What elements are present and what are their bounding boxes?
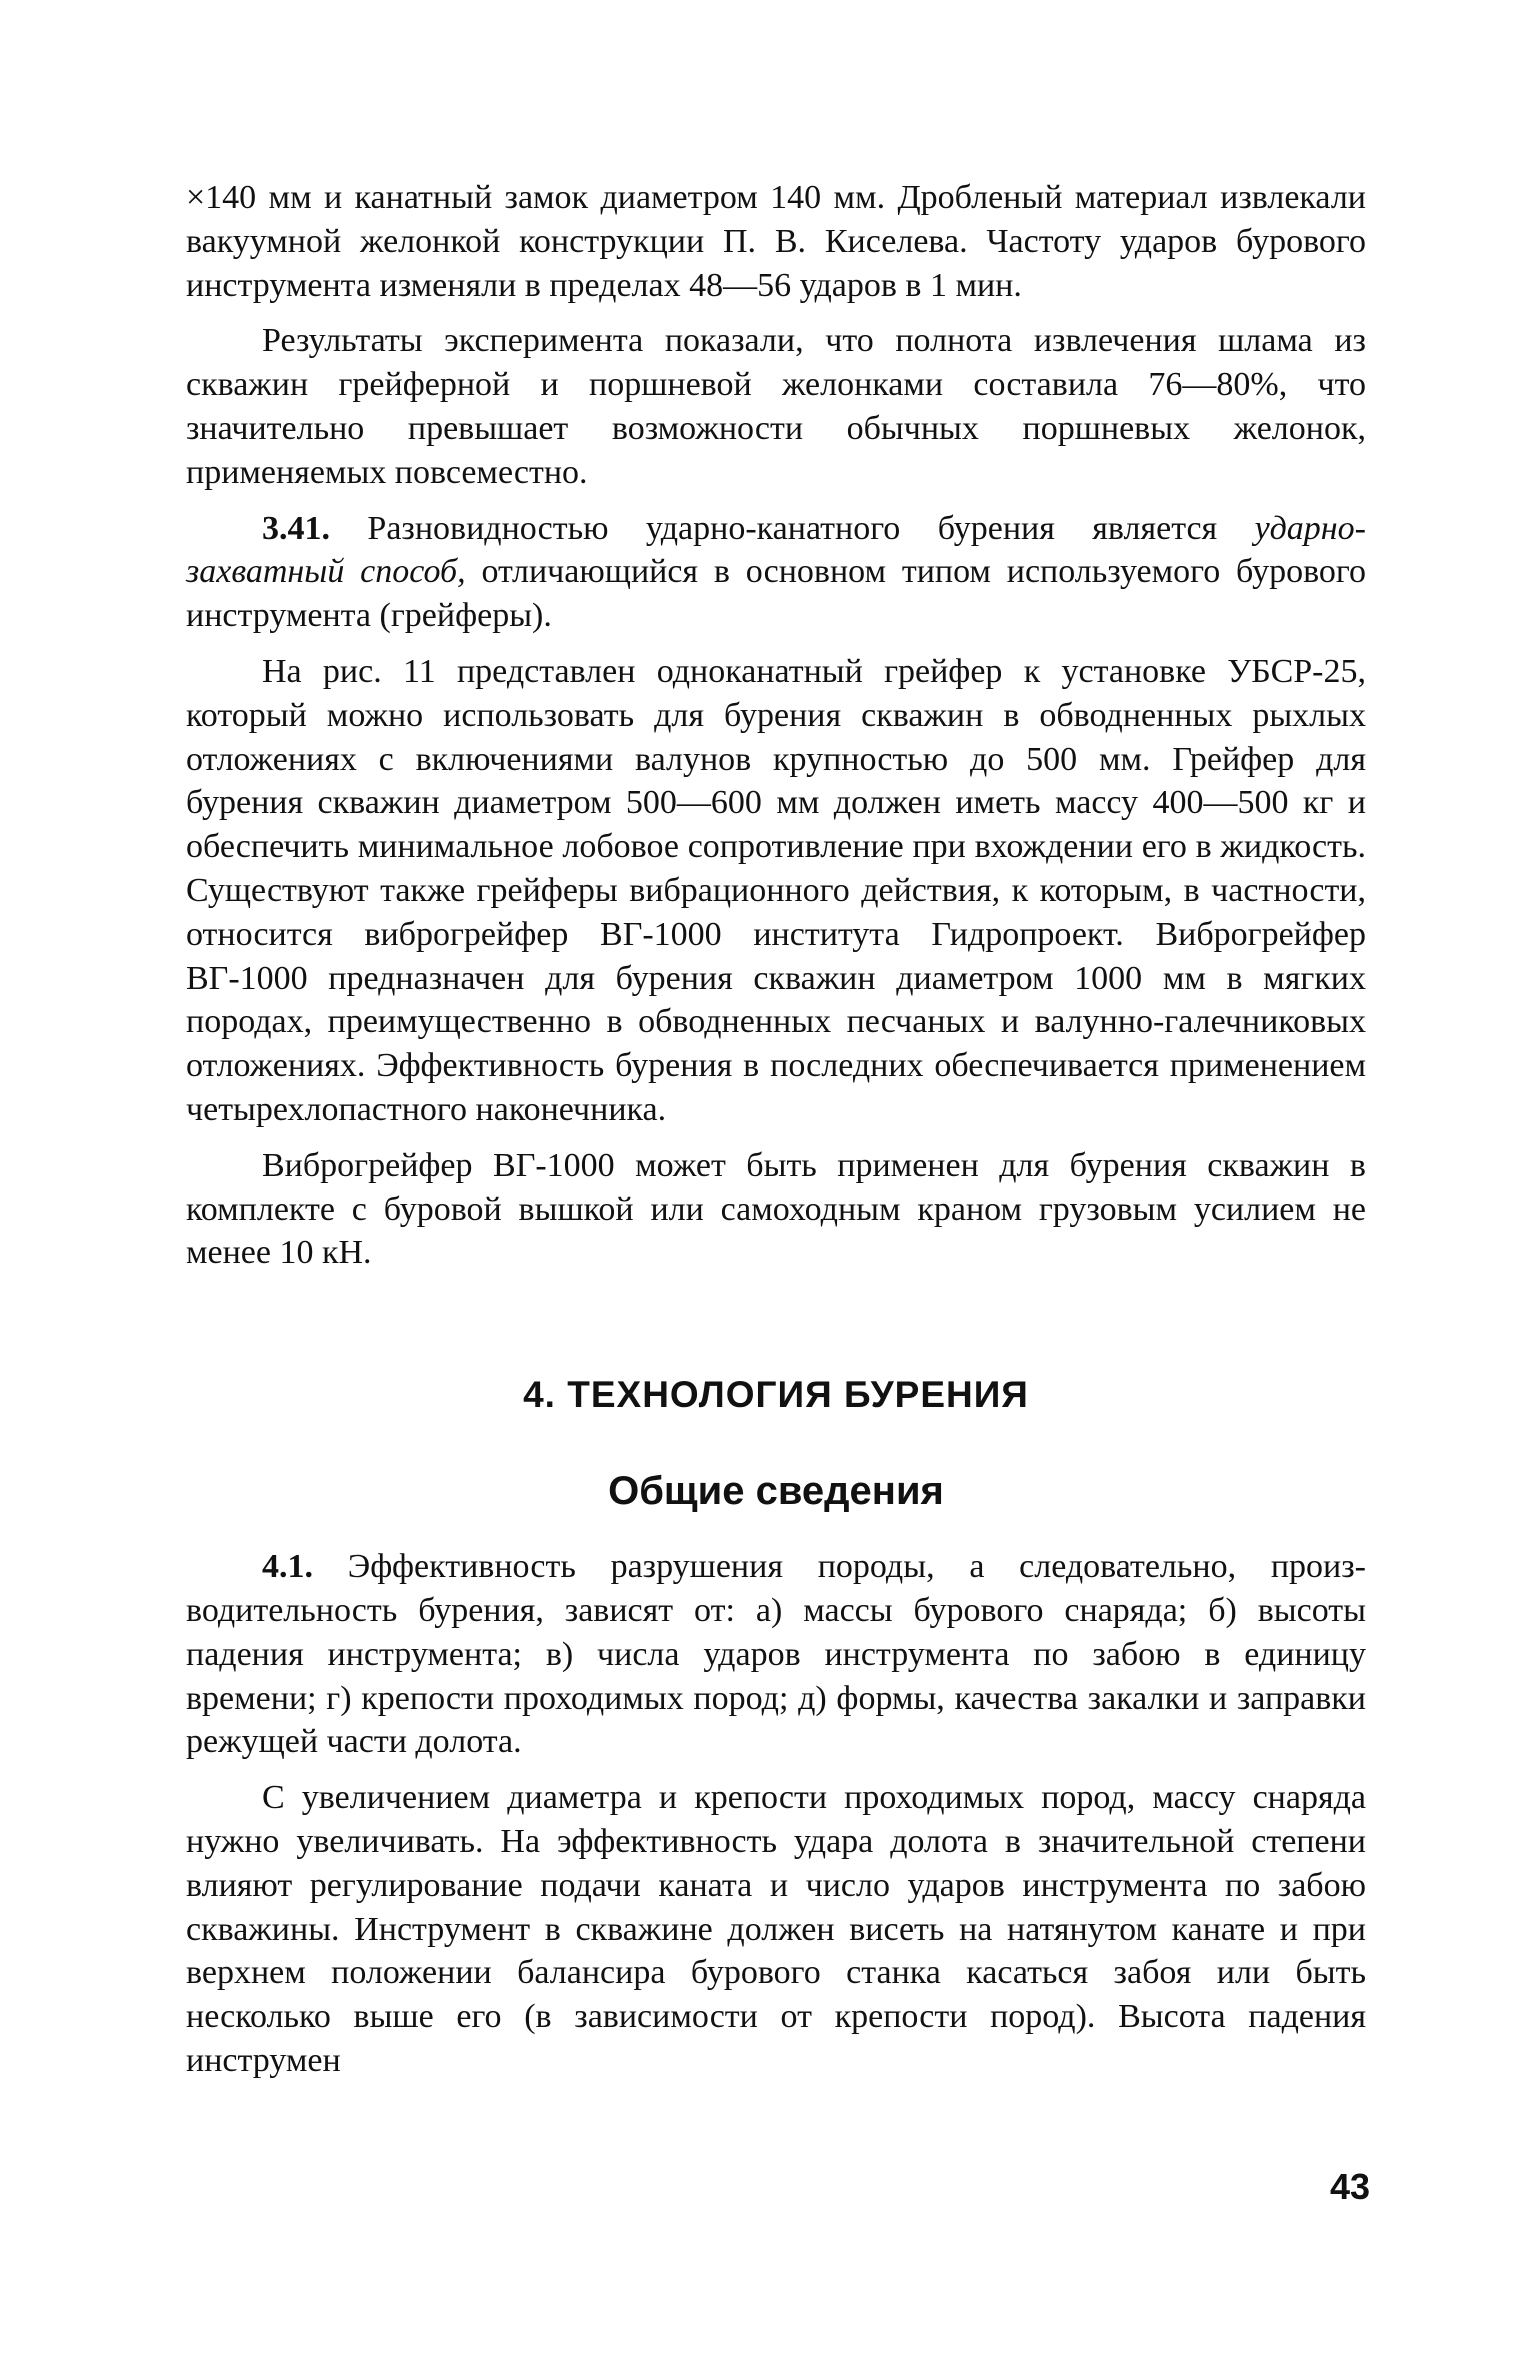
clause-text: Эффективность разрушения породы, а следовательно, производительность бурения, зависят от: а) массы бурового снаряда; б) высоты падения инструмента; в) числа ударов инструмента по забою в единицу времени; г) крепости проходимых пород; д) формы, качества закалки и заправки режущей части долота. <box>186 1548 1366 1761</box>
clause-text-lead: Разновидностью ударно-канатного бурения является <box>330 509 1255 547</box>
clause-number: 3.41. <box>262 509 330 547</box>
paragraph-4-1 <box>186 1545 1366 1764</box>
paragraph-grab-description: На рис. 11 представлен одноканатный грейфер к установке УБСР-25, который можно использовать для бурения скважин в обводненных рыхлых отложениях с включениями валунов крупностью до 500 мм. Грейфер для бурения скважин диаметром 500—600 мм должен иметь массу 400—500 кг и обеспечить минимальное лобовое сопротивление при вхождении его в жидкость. Существуют также грейферы вибрационного действия, к которым, в частности, относится виброгрейфер ВГ-1000 института Гидропроект. Виброгрейфер ВГ-1000 предназначен для бурения скважин диаметром 1000 мм в мягких породах, преимущественно в обводненных песчаных и валунно-галечниковых отложениях. Эффективность бурения в последних обеспечивается применением четырехлопастного наконечника. <box>186 652 1366 1128</box>
paragraph-experiment-results: Результаты эксперимента показали, что полнота извлечения шлама из скважин грейферной и поршневой желонками составила 76—80%, что значительно превышает возможности обычных поршневых желонок, применяемых повсеместно. <box>186 322 1366 491</box>
clause-number: 4.1. <box>262 1548 313 1586</box>
paragraph-3-41 <box>186 507 1366 638</box>
chapter-title: 4. ТЕХНОЛОГИЯ БУРЕНИЯ <box>523 1374 1029 1416</box>
page-body <box>186 176 1366 2095</box>
page-number: 43 <box>1329 2166 1370 2207</box>
paragraph-diameter-increase: С увеличением диаметра и крепости проходимых пород, массу снаряда нужно увеличивать. На эффективность удара долота в значительной степени влияют регулирование подачи каната и число ударов инструмента по забою скважины. Инструмент в скважине должен висеть на натянутом канате и при верхнем положении балансира бурового станка касаться забоя или быть несколько выше его (в зависимости от крепости пород). Высота падения инструмен <box>186 1779 1366 2079</box>
paragraph-continuation: ×140 мм и канатный замок диаметром 140 мм. Дробленый материал извлекали вакуумной желонкой конструкции П. В. Киселева. Частоту ударов бурового инструмента изменяли в пределах 48—56 ударов в 1 мин. <box>186 179 1366 304</box>
clause-text-emphasis: ударно-захватный способ, <box>186 509 1366 591</box>
clause-text-tail: отличающийся в основном типом используемого бурового инструмента (грейферы). <box>186 553 1366 635</box>
paragraph-vibrograb-usage: Виброгрейфер ВГ-1000 может быть применен для бурения скважин в комплекте с буровой вышкой или самоходным краном грузовым усилием не менее 10 кН. <box>186 1146 1366 1272</box>
section-title: Общие сведения <box>608 1469 944 1514</box>
